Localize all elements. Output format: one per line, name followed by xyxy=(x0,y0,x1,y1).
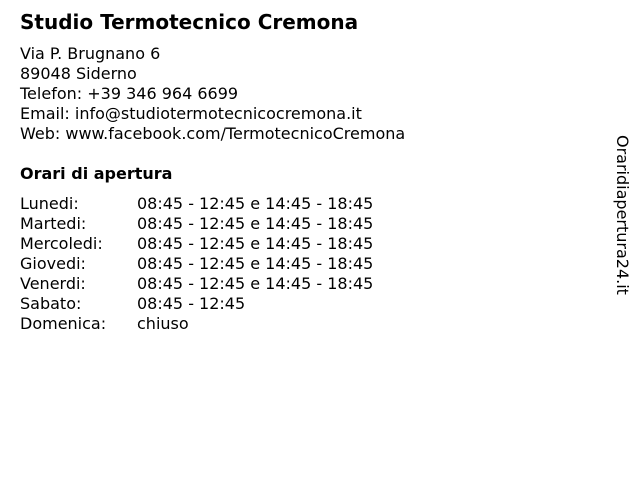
day-hours: 08:45 - 12:45 e 14:45 - 18:45 xyxy=(137,194,374,213)
day-label: Sabato: xyxy=(20,294,82,313)
day-hours: 08:45 - 12:45 xyxy=(137,294,246,313)
day-label: Mercoledi: xyxy=(20,234,103,253)
day-label: Martedi: xyxy=(20,214,87,233)
day-hours: 08:45 - 12:45 e 14:45 - 18:45 xyxy=(137,254,374,273)
day-label: Giovedi: xyxy=(20,254,86,273)
hours-row-wednesday xyxy=(20,234,373,254)
day-hours: 08:45 - 12:45 e 14:45 - 18:45 xyxy=(137,274,374,293)
day-hours: chiuso xyxy=(137,314,189,333)
day-hours: 08:45 - 12:45 e 14:45 - 18:45 xyxy=(137,214,374,233)
hours-table xyxy=(20,194,373,334)
hours-row-monday xyxy=(20,194,373,214)
site-watermark: Oraridiapertura24.it xyxy=(613,135,632,295)
hours-row-tuesday xyxy=(20,214,373,234)
day-label: Lunedi: xyxy=(20,194,79,213)
contact-city: 89048 Siderno xyxy=(20,64,137,83)
contact-web: Web: www.facebook.com/TermotecnicoCremona xyxy=(20,124,406,143)
day-label: Domenica: xyxy=(20,314,107,333)
hours-row-thursday xyxy=(20,254,373,274)
hours-row-saturday xyxy=(20,294,373,314)
business-name: Studio Termotecnico Cremona xyxy=(20,10,359,34)
hours-row-sunday xyxy=(20,314,373,334)
contact-block xyxy=(20,44,405,144)
contact-email: Email: info@studiotermotecnicocremona.it xyxy=(20,104,362,123)
hours-title: Orari di apertura xyxy=(20,164,173,183)
contact-street: Via P. Brugnano 6 xyxy=(20,44,161,63)
day-hours: 08:45 - 12:45 e 14:45 - 18:45 xyxy=(137,234,374,253)
day-label: Venerdi: xyxy=(20,274,86,293)
hours-row-friday xyxy=(20,274,373,294)
contact-phone: Telefon: +39 346 964 6699 xyxy=(20,84,239,103)
